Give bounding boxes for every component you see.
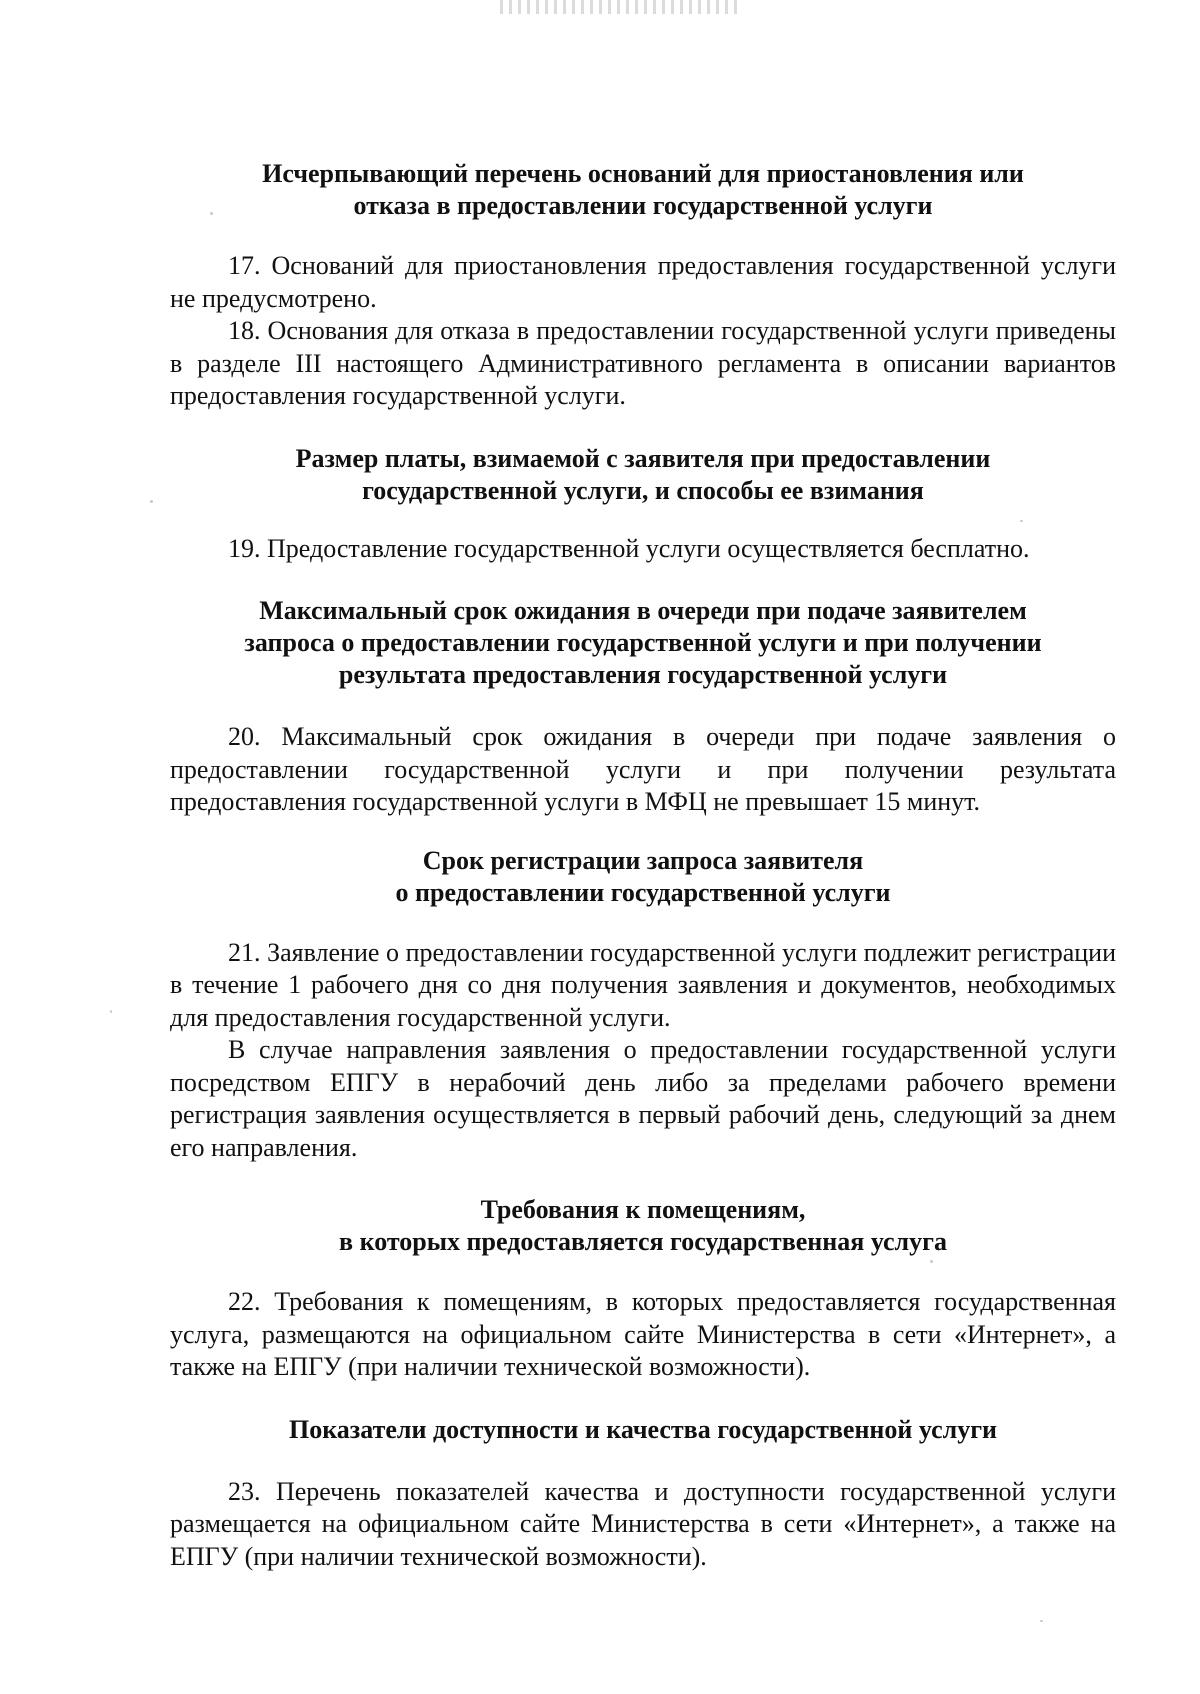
scan-artifact bbox=[500, 0, 740, 14]
heading-line: Требования к помещениям, bbox=[480, 1195, 806, 1224]
heading-line: запроса о предоставлении государственной услуги и при получении bbox=[244, 628, 1042, 657]
scan-speck bbox=[150, 500, 153, 503]
paragraph: 19. Предоставление государственной услуги осуществляется бесплатно. bbox=[228, 533, 1030, 563]
heading-line: Исчерпывающий перечень оснований для приостановления или bbox=[262, 159, 1024, 188]
heading-line: государственной услуги, и способы ее взимания bbox=[362, 475, 924, 505]
paragraph: 21. Заявление о предоставлении государственной услуги подлежит регистрации в течение 1 рабочего дня со дня получения заявления и документов, необходимых для предоставления государственной услуги. bbox=[170, 937, 1116, 1032]
section-heading bbox=[170, 845, 1116, 909]
scan-speck bbox=[110, 1010, 112, 1013]
section-heading bbox=[170, 158, 1116, 222]
paragraph: 22. Требования к помещениям, в которых предоставляется государственная услуга, размещаются на официальном сайте Министерства в сети «Интернет», а также на ЕПГУ (при наличии технической возможности). bbox=[170, 1287, 1116, 1381]
paragraph: 20. Максимальный срок ожидания в очереди при подаче заявления о предоставлении государственной услуги и при получении результата предоставления государственной услуги в МФЦ не превышает 15 минут. bbox=[170, 722, 1116, 816]
heading-line: в которых предоставляется государственная услуга bbox=[339, 1227, 947, 1256]
heading-line: Показатели доступности и качества государственной услуги bbox=[288, 1414, 998, 1444]
scan-speck bbox=[210, 212, 213, 215]
section-heading bbox=[170, 1414, 1116, 1446]
heading-line: Максимальный срок ожидания в очереди при подаче заявителем bbox=[259, 596, 1027, 625]
section-heading bbox=[170, 595, 1116, 691]
paragraph: 17. Оснований для приостановления предоставления государственной услуги не предусмотрено. bbox=[170, 251, 1116, 313]
paragraph: 23. Перечень показателей качества и доступности государственной услуги размещается на официальном сайте Министерства в сети «Интернет», а также на ЕПГУ (при наличии технической возможности). bbox=[170, 1476, 1116, 1571]
heading-line: результата предоставления государственной услуги bbox=[338, 660, 948, 689]
paragraph: 18. Основания для отказа в предоставлении государственной услуги приведены в разделе III настоящего Административного регламента в описании вариантов предоставления государственной услуги. bbox=[170, 316, 1116, 410]
scan-speck bbox=[1020, 520, 1023, 522]
section-heading bbox=[170, 1194, 1116, 1258]
scan-speck bbox=[1040, 1620, 1043, 1622]
paragraph: В случае направления заявления о предоставлении государственной услуги посредством ЕПГУ в нерабочий день либо за пределами рабочего времени регистрация заявления осуществляется в первый рабочий день, следующий за днем его направления. bbox=[170, 1035, 1116, 1162]
scan-speck bbox=[930, 1260, 933, 1263]
document-body bbox=[170, 158, 1116, 1573]
heading-line: отказа в предоставлении государственной услуги bbox=[353, 191, 933, 220]
heading-line: о предоставлении государственной услуги bbox=[395, 877, 891, 907]
heading-line: Срок регистрации запроса заявителя bbox=[422, 845, 864, 875]
heading-line: Размер платы, взимаемой с заявителя при предоставлении bbox=[295, 443, 991, 473]
section-heading bbox=[170, 443, 1116, 507]
